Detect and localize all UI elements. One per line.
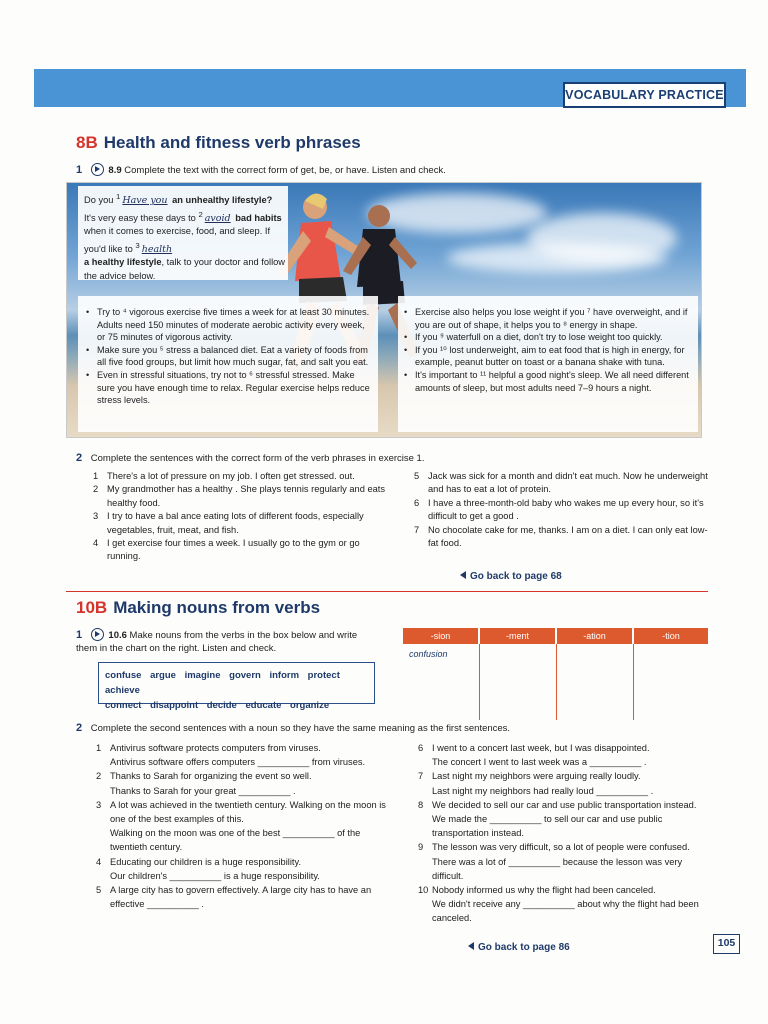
ex2-list-left	[93, 470, 393, 564]
tip-item: • Try to ⁴ vigorous exercise five times a week for at least 30 minutes. Adults need 150 minutes of moderate aerobic activity every week, or 75 minutes of vigorous activity.	[86, 306, 374, 344]
chart-divider	[556, 644, 557, 720]
list-item: 7 Last night my neighbors were arguing really loudly. Last night my neighbors had really loud __________ .	[418, 771, 654, 796]
ex2-10b-list-right	[418, 741, 710, 926]
word: educate	[245, 700, 282, 711]
exercise-number: 1	[76, 164, 83, 176]
ex2-list-right	[414, 470, 709, 550]
list-item: 3 A lot was achieved in the twentieth century. Walking on the moon is one of the best examples of this. Walking on the moon was one of the best __________ of the twentieth century.	[96, 799, 386, 853]
instruction-text: Make nouns from the verbs in the box below and write them in the chart on the right. Listen and check.	[76, 630, 358, 654]
word: argue	[150, 670, 176, 681]
tip-item: • Make sure you ⁵ stress a balanced diet. Eat a variety of foods from all five food groups, but limit how much sugar, fat, and salt you eat.	[86, 344, 374, 369]
section-8b-title	[76, 133, 361, 153]
list-item: 4 Educating our children is a huge responsibility. Our children's __________ is a huge responsibility.	[96, 856, 320, 881]
word: achieve	[105, 685, 140, 696]
tip-item: • If you ⁹ waterfull on a diet, don't try to lose weight too quickly.	[404, 331, 696, 344]
ex1-instruction-8b	[76, 163, 446, 177]
ex2-instruction-8b	[76, 452, 424, 465]
list-item: 9 The lesson was very difficult, so a lot of people were confused. There was a lot of __________ because the lesson was very difficult.	[418, 842, 690, 881]
word: inform	[269, 670, 300, 681]
instruction-text: Complete the sentences with the correct form of the verb phrases in exercise 1.	[90, 453, 425, 464]
audio-track-number: 10.6	[108, 630, 127, 641]
list-item: 5 Jack was sick for a month and didn't eat much. Now he underweight and has to eat a lot of protein.	[414, 471, 708, 495]
word: organize	[290, 700, 330, 711]
exercise-number: 1	[76, 629, 83, 641]
list-item: 10 Nobody informed us why the flight had been canceled. We didn't receive any __________ about why the flight had been canceled.	[418, 885, 699, 924]
word: imagine	[184, 670, 221, 681]
verb-word-box	[98, 662, 375, 711]
section-10b-title	[76, 598, 320, 618]
go-back-label: Go back to page 86	[478, 942, 570, 953]
ex2-instruction-10b	[76, 722, 510, 735]
chart-header-ation: -ation	[557, 628, 632, 644]
list-item: 1 Antivirus software protects computers from viruses. Antivirus software offers computers __________ from viruses.	[96, 743, 366, 768]
audio-play-icon[interactable]	[91, 163, 104, 176]
audio-track-number: 8.9	[108, 165, 122, 176]
section-10b-number: 10B	[76, 598, 108, 617]
tips-left	[86, 306, 374, 407]
list-item: 3 I try to have a bal ance eating lots of different foods, especially vegetables, fruit, meat, and fish.	[93, 511, 364, 535]
section-8b-heading: Health and fitness verb phrases	[103, 133, 361, 152]
list-item: 1 There's a lot of pressure on my job. I often get stressed. out.	[93, 471, 355, 481]
vocabulary-practice-tag: VOCABULARY PRACTICE	[563, 82, 726, 108]
audio-play-icon[interactable]	[91, 628, 104, 641]
instruction-text: Complete the second sentences with a noun so they have the same meaning as the first sentences.	[90, 723, 511, 734]
back-arrow-icon	[468, 942, 474, 950]
word: protect	[307, 670, 340, 681]
word: decide	[206, 700, 237, 711]
tip-item: • It's important to ¹¹ helpful a good night's sleep. We all need different amounts of sleep, but most adults need 7–9 hours a night.	[404, 369, 696, 394]
ex1-instruction-10b	[76, 628, 376, 655]
tip-item: • If you ¹⁰ lost underweight, aim to eat food that is high in energy, for example, peanut butter on toast or a banana shake with tuna.	[404, 344, 696, 369]
word-row	[105, 668, 368, 698]
chart-divider	[479, 644, 480, 720]
exercise-number: 2	[76, 722, 83, 734]
chart-header-tion: -tion	[634, 628, 708, 644]
list-item: 2 Thanks to Sarah for organizing the event so well. Thanks to Sarah for your great __________ .	[96, 771, 312, 796]
section-8b-number: 8B	[76, 133, 98, 152]
go-back-link-86[interactable]	[468, 942, 570, 953]
chart-divider	[633, 644, 634, 720]
back-arrow-icon	[460, 571, 466, 579]
intro-text: Do you $^1$ Have you an unhealthy lifestyle? It's very easy these days to $^2$ avoid bad habits when it comes to exercise, food, and sleep. If you'd like to $^3$ health a healthy lifestyle, talk to your doctor and follow the advice below.	[84, 192, 286, 281]
list-item: 6 I went to a concert last week, but I was disappointed. The concert I went to last week was a __________ .	[418, 743, 650, 768]
list-item: 4 I get exercise four times a week. I usually go to the gym or go running.	[93, 538, 360, 562]
chart-header-ment: -ment	[480, 628, 555, 644]
section-divider	[66, 591, 708, 592]
list-item: 6 I have a three-month-old baby who wakes me up every hour, so it's difficult to get a good .	[414, 497, 704, 522]
word: disappoint	[150, 700, 199, 711]
exercise-number: 2	[76, 452, 83, 464]
page-number: 105	[713, 934, 740, 954]
list-item: 7 No chocolate cake for me, thanks. I am on a diet. I can only eat low-fat food.	[414, 524, 708, 549]
ex2-10b-list-left	[96, 741, 396, 911]
noun-ending-chart	[403, 628, 708, 720]
list-item: 2 My grandmother has a healthy . She plays tennis regularly and eats healthy food.	[93, 484, 386, 508]
instruction-text: Complete the text with the correct form of get, be, or have. Listen and check.	[124, 165, 446, 176]
word: confuse	[105, 670, 142, 681]
section-10b-heading: Making nouns from verbs	[113, 598, 321, 617]
list-item: 8 We decided to sell our car and use public transportation instead. We made the __________ to sell our car and use public transportation instead.	[418, 799, 697, 839]
chart-header-sion: -sion	[403, 628, 478, 644]
chart-example-cell: confusion	[409, 649, 448, 659]
list-item: 5 A large city has to govern effectively. A large city has to have an effective __________ .	[96, 885, 372, 910]
go-back-label: Go back to page 68	[470, 571, 562, 582]
go-back-link-68[interactable]	[460, 571, 562, 582]
tip-item: • Even in stressful situations, try not to ⁶ stressful stressed. Make sure you have enough time to relax. Regular exercise helps reduce stress levels.	[86, 369, 374, 407]
tip-item: • Exercise also helps you lose weight if you ⁷ have overweight, and if you are out of shape, it helps you to ⁸ energy in shape.	[404, 306, 696, 331]
tips-right	[404, 306, 696, 394]
word-row	[105, 698, 368, 713]
word: govern	[229, 670, 261, 681]
word: connect	[105, 700, 142, 711]
